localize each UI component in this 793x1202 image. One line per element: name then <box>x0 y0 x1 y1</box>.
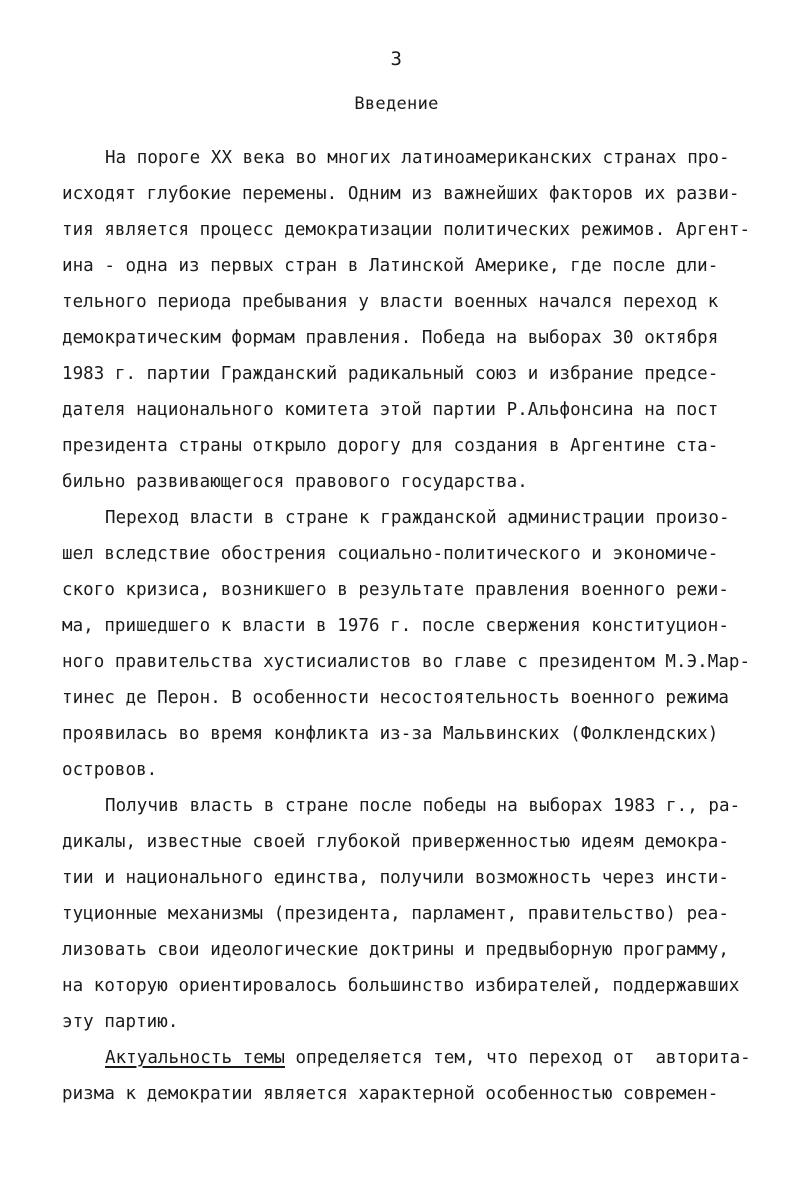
paragraph-1-line-7: 1983 г. партии Гражданский радикальный союз и избрание предсе- <box>62 364 719 384</box>
paragraph-3-line-7: эту партию. <box>62 1012 179 1032</box>
paragraph-3-line-6: на которую ориентировалось большинство избирателей, поддержавших <box>62 976 740 996</box>
paragraph-2-line-6: тинес де Перон. В особенности несостоятельность военного режима <box>62 688 729 708</box>
paragraph-2-line-5: ного правительства хустисиалистов во главе с президентом М.Э.Мар- <box>62 652 751 672</box>
paragraph-4-line-1-rest: определяется тем, что переход от авторита- <box>284 1048 751 1068</box>
paragraph-2-line-8: островов. <box>62 760 158 780</box>
paragraph-2-line-1: Переход власти в стране к гражданской администрации произо- <box>105 508 730 528</box>
paragraph-1-line-2: исходят глубокие перемены. Одним из важнейших факторов их разви- <box>62 184 740 204</box>
page-title: Введение <box>354 94 439 114</box>
paragraph-3-line-2: дикалы, известные своей глубокой приверженностью идеям демокра- <box>62 832 729 852</box>
paragraph-1-line-5: тельного периода пребывания у власти военных начался переход к <box>62 292 719 312</box>
paragraph-1-line-3: тия является процесс демократизации политических режимов. Аргент- <box>62 220 751 240</box>
paragraph-2-line-7: проявилась во время конфликта из-за Мальвинских (Фолклендских) <box>62 724 719 744</box>
paragraph-1-line-6: демократическим формам правления. Победа на выборах 30 октября <box>62 328 719 348</box>
paragraph-1-line-1: На пороге XX века во многих латиноамериканских странах про- <box>105 148 730 168</box>
paragraph-2-line-4: ма, пришедшего к власти в 1976 г. после свержения конституцион- <box>62 616 729 636</box>
paragraph-1-line-4: ина - одна из первых стран в Латинской Америке, где после дли- <box>62 256 719 276</box>
paragraph-3-line-5: лизовать свои идеологические доктрины и предвыборную программу, <box>62 940 729 960</box>
paragraph-2-line-3: ского кризиса, возникшего в результате правления военного режи- <box>62 580 729 600</box>
paragraph-1-line-8: дателя национального комитета этой партии Р.Альфонсина на пост <box>62 400 719 420</box>
underlined-term: Актуальность темы <box>105 1048 285 1068</box>
page-number: 3 <box>390 48 403 70</box>
paragraph-2-line-2: шел вследствие обострения социально-политического и экономиче- <box>62 544 719 564</box>
paragraph-3-line-4: туционные механизмы (президента, парламент, правительство) реа- <box>62 904 729 924</box>
paragraph-1-line-9: президента страны открыло дорогу для создания в Аргентине ста- <box>62 436 719 456</box>
paragraph-1-line-10: бильно развивающегося правового государства. <box>62 472 528 492</box>
paragraph-4-line-1 <box>0 1048 793 1068</box>
paragraph-4-line-2: ризма к демократии является характерной особенностью современ- <box>62 1084 719 1104</box>
paragraph-3-line-3: тии и национального единства, получили возможность через инсти- <box>62 868 729 888</box>
paragraph-3-line-1: Получив власть в стране после победы на выборах 1983 г., ра- <box>105 796 741 816</box>
